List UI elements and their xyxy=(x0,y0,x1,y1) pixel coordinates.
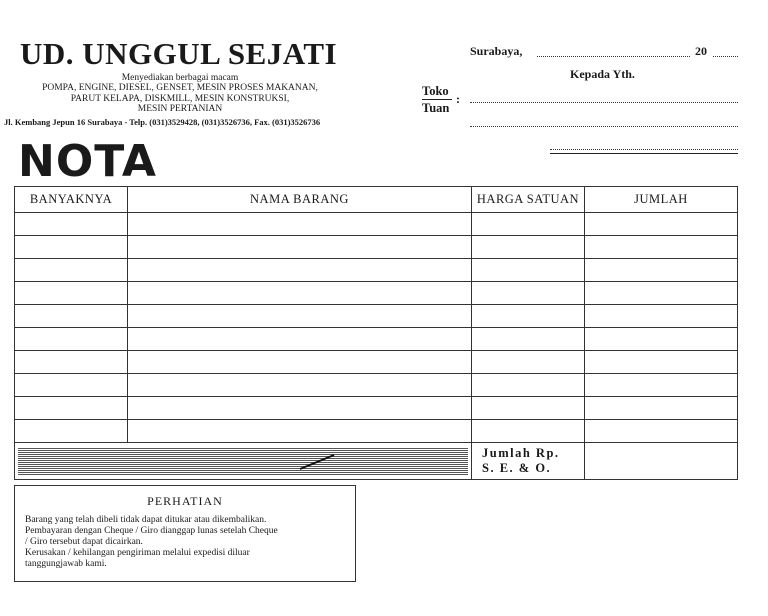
notice-line-3: / Giro tersebut dapat dicairkan. xyxy=(25,537,143,547)
amount-cell[interactable] xyxy=(585,351,738,374)
total-row xyxy=(15,443,738,480)
notice-title: PERHATIAN xyxy=(147,494,223,508)
document-title: NOTA xyxy=(18,136,157,187)
table-row xyxy=(15,351,738,374)
unit-price-cell[interactable] xyxy=(472,282,585,305)
total-label-line-1: Jumlah Rp. xyxy=(482,446,560,460)
amount-cell[interactable] xyxy=(585,213,738,236)
notice-line-1: Barang yang telah dibeli tidak dapat ditukar atau dikembalikan. xyxy=(25,515,267,525)
notice-box xyxy=(14,485,356,582)
company-name: UD. UNGGUL SEJATI xyxy=(20,36,338,71)
item-name-cell[interactable] xyxy=(128,259,472,282)
company-address: Jl. Kembang Jepun 16 Surabaya - Telp. (031)3529428, (031)3526736, Fax. (031)3526736 xyxy=(4,117,321,127)
item-name-cell[interactable] xyxy=(128,351,472,374)
products-line-3: MESIN PERTANIAN xyxy=(137,104,223,114)
city-label: Surabaya, xyxy=(470,44,523,58)
qty-cell[interactable] xyxy=(15,236,128,259)
item-name-cell[interactable] xyxy=(128,374,472,397)
date-dotted-line xyxy=(537,56,690,57)
notice-line-2: Pembayaran dengan Cheque / Giro dianggap lunas setelah Cheque xyxy=(25,526,278,536)
table-row xyxy=(15,328,738,351)
table-row xyxy=(15,236,738,259)
toko-tuan-divider xyxy=(422,99,452,100)
unit-price-cell[interactable] xyxy=(472,351,585,374)
qty-cell[interactable] xyxy=(15,420,128,443)
table-row xyxy=(15,374,738,397)
amount-cell[interactable] xyxy=(585,259,738,282)
items-body xyxy=(15,213,738,443)
unit-price-cell[interactable] xyxy=(472,236,585,259)
qty-cell[interactable] xyxy=(15,374,128,397)
unit-price-cell[interactable] xyxy=(472,420,585,443)
qty-cell[interactable] xyxy=(15,282,128,305)
total-value-cell[interactable] xyxy=(585,443,738,480)
tagline: Menyediakan berbagai macam xyxy=(121,73,239,83)
recipient-underline xyxy=(550,153,738,154)
qty-cell[interactable] xyxy=(15,351,128,374)
total-label-line-2: S. E. & O. xyxy=(482,461,552,475)
notice-line-5: tanggungjawab kami. xyxy=(25,559,107,569)
col-banyaknya: BANYAKNYA xyxy=(15,187,128,213)
amount-cell[interactable] xyxy=(585,305,738,328)
table-row xyxy=(15,259,738,282)
year-dotted-line xyxy=(713,56,738,57)
year-prefix: 20 xyxy=(695,44,707,58)
item-name-cell[interactable] xyxy=(128,282,472,305)
recipient-colon: : xyxy=(456,92,460,106)
amount-cell[interactable] xyxy=(585,236,738,259)
hatch-pattern xyxy=(18,447,468,476)
qty-cell[interactable] xyxy=(15,259,128,282)
item-name-cell[interactable] xyxy=(128,305,472,328)
notice-line-4: Kerusakan / kehilangan pengiriman melalui expedisi diluar xyxy=(25,548,250,558)
unit-price-cell[interactable] xyxy=(472,259,585,282)
products-line-2: PARUT KELAPA, DISKMILL, MESIN KONSTRUKSI, xyxy=(70,94,290,104)
amount-cell[interactable] xyxy=(585,328,738,351)
table-row xyxy=(15,282,738,305)
col-nama-barang: NAMA BARANG xyxy=(128,187,472,213)
recipient-line-1 xyxy=(470,102,738,103)
amount-cell[interactable] xyxy=(585,397,738,420)
table-row xyxy=(15,213,738,236)
item-name-cell[interactable] xyxy=(128,328,472,351)
item-name-cell[interactable] xyxy=(128,236,472,259)
qty-cell[interactable] xyxy=(15,328,128,351)
unit-price-cell[interactable] xyxy=(472,397,585,420)
qty-cell[interactable] xyxy=(15,397,128,420)
total-label xyxy=(472,443,585,480)
recipient-line-3 xyxy=(550,149,738,150)
kepada-label: Kepada Yth. xyxy=(570,67,635,81)
table-row xyxy=(15,397,738,420)
unit-price-cell[interactable] xyxy=(472,374,585,397)
amount-cell[interactable] xyxy=(585,282,738,305)
unit-price-cell[interactable] xyxy=(472,213,585,236)
recipient-line-2 xyxy=(470,126,738,127)
qty-cell[interactable] xyxy=(15,305,128,328)
qty-cell[interactable] xyxy=(15,213,128,236)
items-table xyxy=(14,186,738,480)
item-name-cell[interactable] xyxy=(128,213,472,236)
table-header-row xyxy=(15,187,738,213)
products-line-1: POMPA, ENGINE, DIESEL, GENSET, MESIN PROSES MAKANAN, xyxy=(42,83,318,93)
col-jumlah: JUMLAH xyxy=(585,187,738,213)
col-harga-satuan: HARGA SATUAN xyxy=(472,187,585,213)
table-row xyxy=(15,305,738,328)
table-row xyxy=(15,420,738,443)
item-name-cell[interactable] xyxy=(128,397,472,420)
amount-cell[interactable] xyxy=(585,420,738,443)
unit-price-cell[interactable] xyxy=(472,328,585,351)
unit-price-cell[interactable] xyxy=(472,305,585,328)
tuan-label: Tuan xyxy=(422,101,450,115)
pen-stroke-mark xyxy=(298,452,338,472)
amount-cell[interactable] xyxy=(585,374,738,397)
total-hatch-area xyxy=(15,443,472,480)
toko-label: Toko xyxy=(422,84,449,98)
item-name-cell[interactable] xyxy=(128,420,472,443)
